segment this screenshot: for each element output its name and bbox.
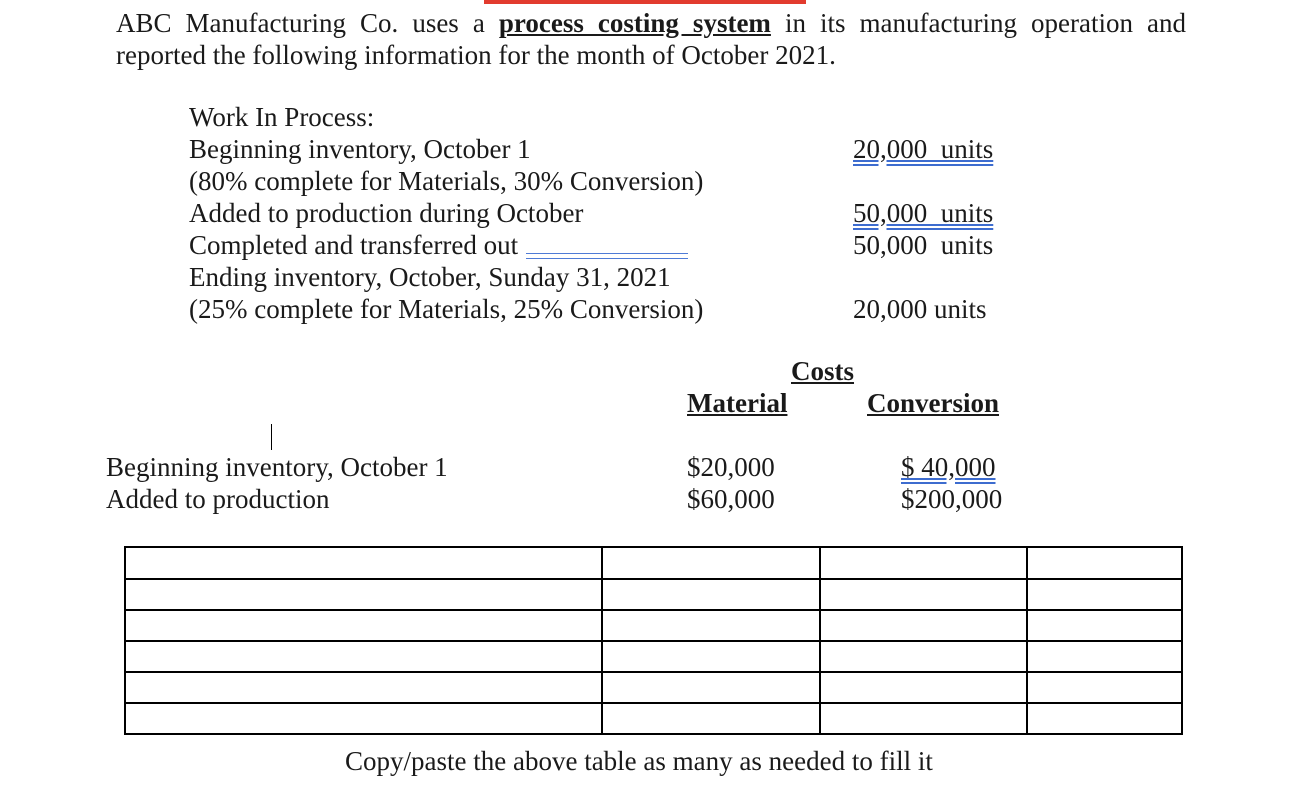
- table-cell[interactable]: [602, 641, 820, 672]
- table-cell[interactable]: [1027, 579, 1182, 610]
- table-cell[interactable]: [1027, 547, 1182, 579]
- table-cell[interactable]: [1027, 610, 1182, 641]
- table-row: [125, 641, 1182, 672]
- table-cell[interactable]: [820, 641, 1028, 672]
- table-cell[interactable]: [602, 547, 820, 579]
- intro-paragraph: [116, 7, 1186, 71]
- table-row: [125, 610, 1182, 641]
- wip-line-beginning: Beginning inventory, October 1: [189, 134, 531, 164]
- wip-value-beginning: 20,000 units: [853, 134, 994, 164]
- wip-heading: Work In Process:: [189, 102, 375, 132]
- blank-answer-table: [124, 546, 1183, 735]
- wip-line-ending: Ending inventory, October, Sunday 31, 2021: [189, 262, 671, 292]
- table-cell[interactable]: [125, 672, 602, 703]
- wip-line-added: Added to production during October: [189, 198, 584, 228]
- cost-row-beginning-material: $20,000: [687, 452, 775, 482]
- table-row: [125, 703, 1182, 734]
- cost-row-added-material: $60,000: [687, 484, 775, 514]
- table-cell[interactable]: [820, 547, 1028, 579]
- wip-value-completed: 50,000 units: [853, 230, 994, 260]
- text-cursor: [271, 424, 272, 450]
- red-highlight-bar: [484, 0, 806, 4]
- table-cell[interactable]: [125, 610, 602, 641]
- cost-row-beginning-conversion: $ 40,000: [901, 452, 996, 482]
- table-cell[interactable]: [125, 703, 602, 734]
- table-cell[interactable]: [125, 641, 602, 672]
- table-cell[interactable]: [602, 579, 820, 610]
- table-cell[interactable]: [602, 610, 820, 641]
- costs-heading: Costs: [791, 356, 855, 386]
- table-cell[interactable]: [125, 579, 602, 610]
- table-cell[interactable]: [820, 703, 1028, 734]
- wip-value-ending: 20,000 units: [853, 294, 987, 324]
- cost-row-beginning-label: Beginning inventory, October 1: [106, 452, 448, 482]
- table-cell[interactable]: [820, 610, 1028, 641]
- table-cell[interactable]: [602, 672, 820, 703]
- table-cell[interactable]: [125, 547, 602, 579]
- table-cell[interactable]: [1027, 641, 1182, 672]
- cost-row-added-conversion: $200,000: [901, 484, 1003, 514]
- wip-value-added: 50,000 units: [853, 198, 994, 228]
- footer-note: Copy/paste the above table as many as needed to fill it: [345, 746, 933, 776]
- table-cell[interactable]: [602, 703, 820, 734]
- cost-row-added-label: Added to production: [106, 484, 330, 514]
- table-cell[interactable]: [820, 672, 1028, 703]
- wip-line-beginning-pct: (80% complete for Materials, 30% Conversion): [189, 166, 704, 196]
- table-row: [125, 579, 1182, 610]
- table-cell[interactable]: [1027, 672, 1182, 703]
- wip-line-completed: Completed and transferred out: [189, 230, 519, 260]
- intro-text-start: ABC Manufacturing Co. uses a: [116, 8, 499, 38]
- material-column-header: Material: [687, 388, 788, 418]
- table-cell[interactable]: [820, 579, 1028, 610]
- table-row: [125, 547, 1182, 579]
- table-cell[interactable]: [1027, 703, 1182, 734]
- conversion-column-header: Conversion: [867, 388, 1000, 418]
- intro-text-end: in its manufacturing operation and reported the following information for the month of October 2021.: [116, 8, 1186, 70]
- table-row: [125, 672, 1182, 703]
- intro-emphasis: process costing system: [498, 8, 771, 38]
- blue-underline-rule: [526, 253, 688, 259]
- wip-line-ending-pct: (25% complete for Materials, 25% Conversion): [189, 294, 704, 324]
